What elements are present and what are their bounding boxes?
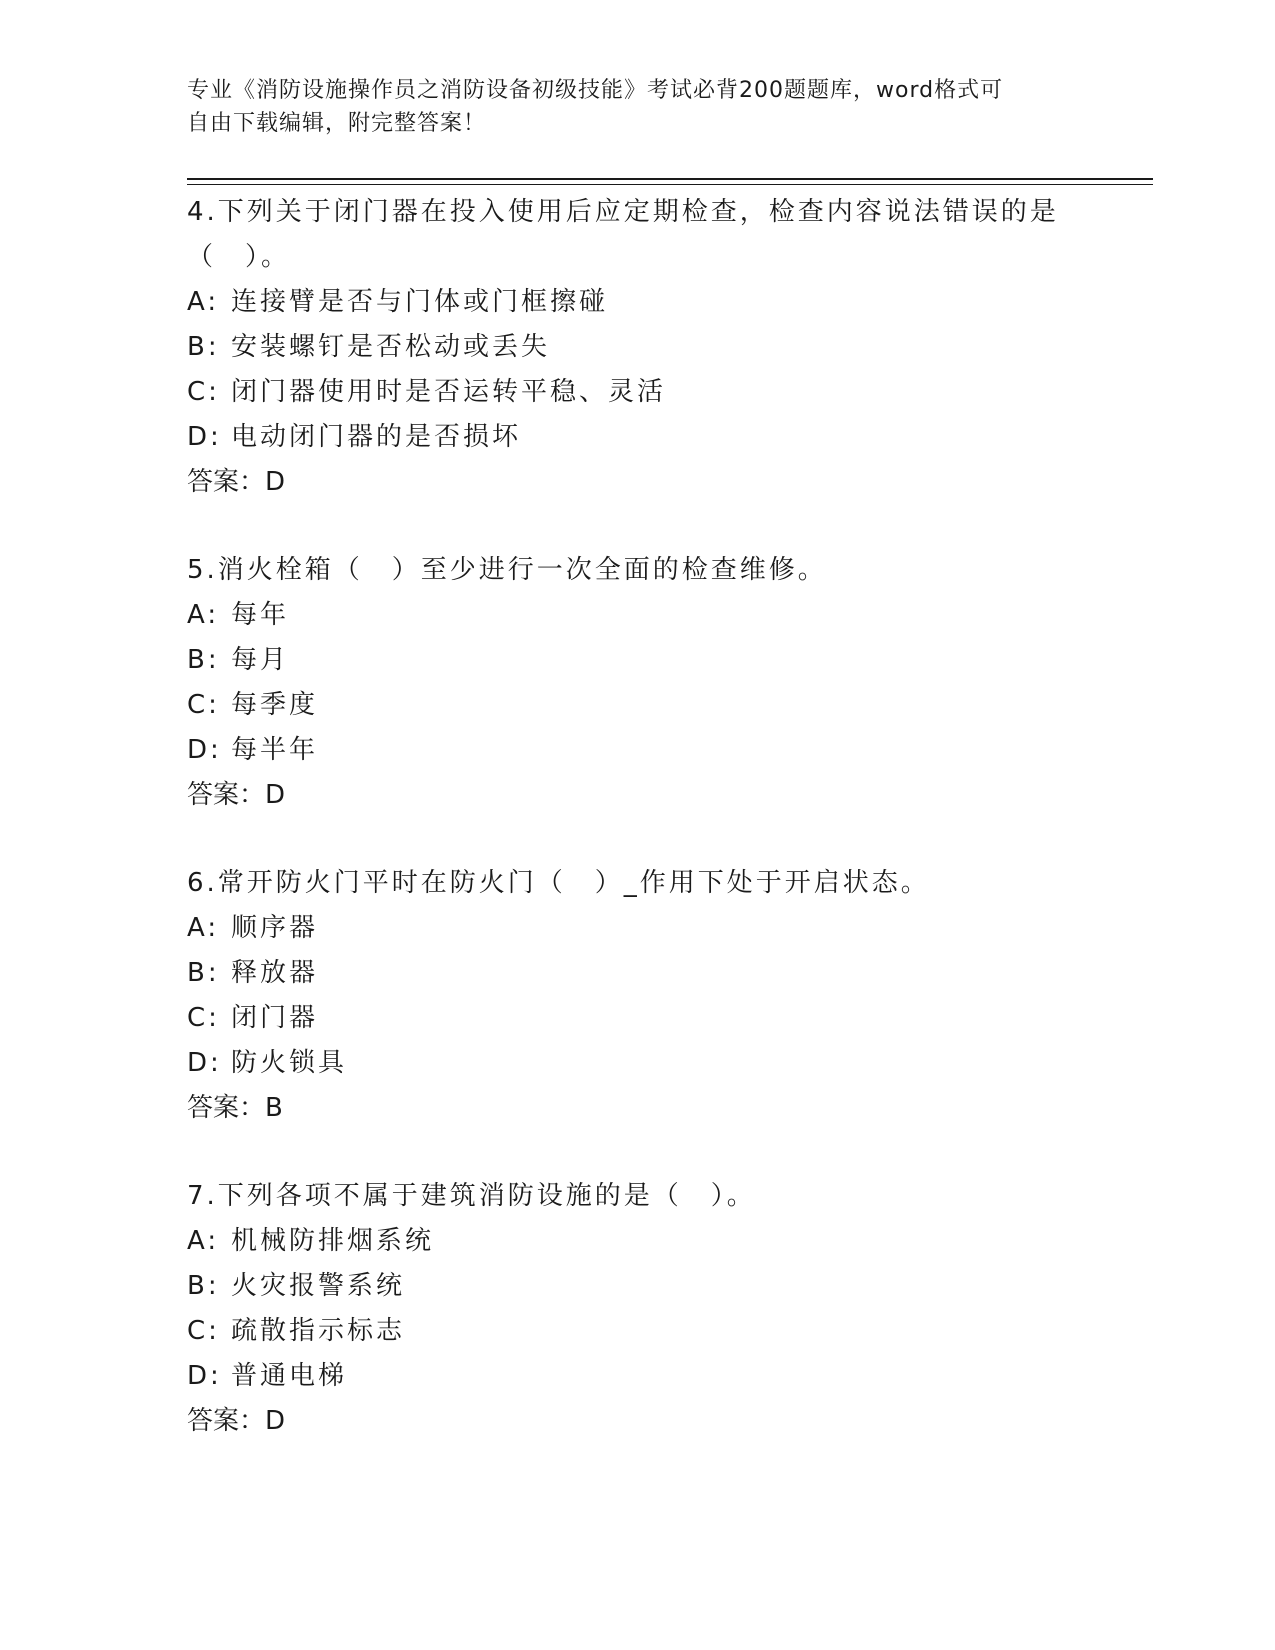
header-divider-thin xyxy=(187,184,1153,185)
option-key: C: xyxy=(187,1316,220,1346)
option-key: A: xyxy=(187,1226,220,1256)
header-divider-thick xyxy=(187,178,1153,180)
question-7 xyxy=(187,1174,1087,1444)
option-key: C: xyxy=(187,1003,220,1033)
option-key: C: xyxy=(187,377,220,407)
option-b xyxy=(187,638,1087,683)
option-text: 连接臂是否与门体或门框擦碰 xyxy=(231,287,609,317)
question-stem: 7.下列各项不属于建筑消防设施的是（ ）。 xyxy=(187,1181,756,1211)
answer-line: 答案：D xyxy=(187,467,286,497)
option-text: 闭门器使用时是否运转平稳、灵活 xyxy=(231,377,667,407)
option-a xyxy=(187,280,1087,325)
option-key: D: xyxy=(187,1361,222,1391)
option-text: 疏散指示标志 xyxy=(231,1316,406,1346)
option-a xyxy=(187,906,1087,951)
option-c xyxy=(187,996,1087,1041)
option-text: 普通电梯 xyxy=(231,1361,348,1391)
option-c xyxy=(187,370,1087,415)
option-text: 释放器 xyxy=(231,958,319,988)
question-stem: 4.下列关于闭门器在投入使用后应定期检查，检查内容说法错误的是（ ）。 xyxy=(187,197,1059,272)
option-key: C: xyxy=(187,690,220,720)
option-a xyxy=(187,1219,1087,1264)
header-line-2: 自由下载编辑，附完整答案！ xyxy=(187,111,487,136)
option-d xyxy=(187,415,1087,460)
question-5 xyxy=(187,548,1087,818)
option-b xyxy=(187,1264,1087,1309)
question-list xyxy=(187,190,1087,1487)
option-d xyxy=(187,1041,1087,1086)
option-key: D: xyxy=(187,422,222,452)
option-text: 每月 xyxy=(231,645,290,675)
option-b xyxy=(187,951,1087,996)
option-text: 闭门器 xyxy=(231,1003,319,1033)
option-d xyxy=(187,1354,1087,1399)
header-line-1: 专业《消防设施操作员之消防设备初级技能》考试必背200题题库，word格式可 xyxy=(187,78,1004,103)
option-key: D: xyxy=(187,735,222,765)
option-key: B: xyxy=(187,1271,220,1301)
question-6 xyxy=(187,861,1087,1131)
option-text: 机械防排烟系统 xyxy=(231,1226,435,1256)
answer-line: 答案：D xyxy=(187,1406,286,1436)
option-text: 火灾报警系统 xyxy=(231,1271,406,1301)
option-c xyxy=(187,683,1087,728)
option-d xyxy=(187,728,1087,773)
option-text: 每年 xyxy=(231,600,290,630)
option-key: A: xyxy=(187,600,220,630)
option-key: A: xyxy=(187,913,220,943)
option-key: D: xyxy=(187,1048,222,1078)
option-text: 每半年 xyxy=(231,735,319,765)
option-text: 每季度 xyxy=(231,690,319,720)
option-text: 顺序器 xyxy=(231,913,319,943)
option-key: A: xyxy=(187,287,220,317)
answer-line: 答案：B xyxy=(187,1093,283,1123)
document-header xyxy=(187,74,1087,140)
option-b xyxy=(187,325,1087,370)
option-key: B: xyxy=(187,958,220,988)
option-a xyxy=(187,593,1087,638)
option-c xyxy=(187,1309,1087,1354)
option-text: 防火锁具 xyxy=(231,1048,348,1078)
option-key: B: xyxy=(187,332,220,362)
option-text: 安装螺钉是否松动或丢失 xyxy=(231,332,551,362)
question-stem: 6.常开防火门平时在防火门（ ）_作用下处于开启状态。 xyxy=(187,868,930,898)
question-stem: 5.消火栓箱（ ）至少进行一次全面的检查维修。 xyxy=(187,555,827,585)
option-text: 电动闭门器的是否损坏 xyxy=(231,422,522,452)
question-4 xyxy=(187,190,1087,505)
option-key: B: xyxy=(187,645,220,675)
answer-line: 答案：D xyxy=(187,780,286,810)
